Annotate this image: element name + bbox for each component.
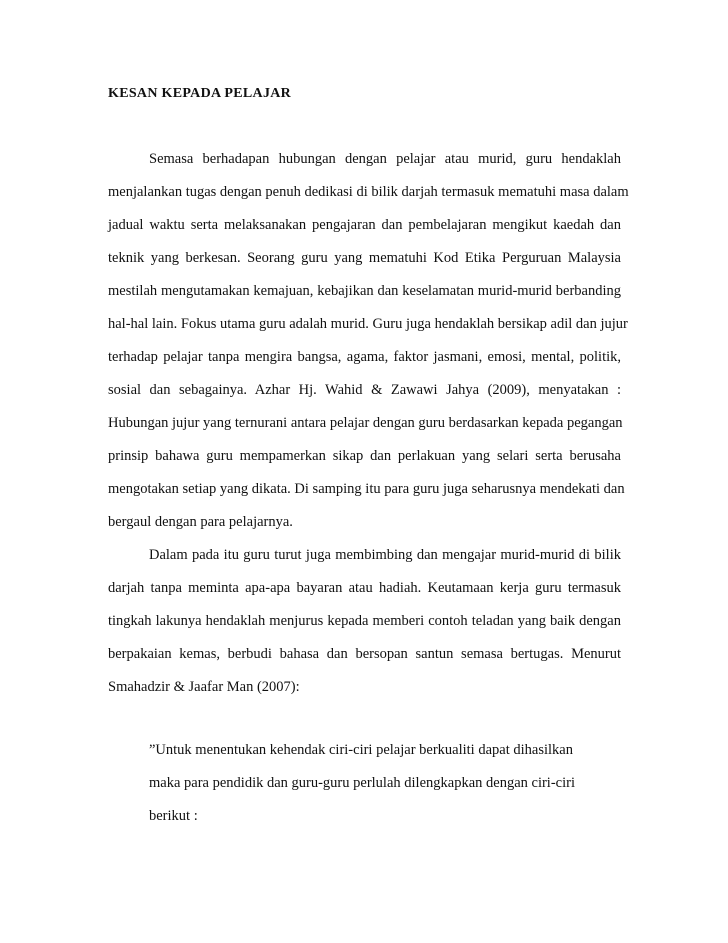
paragraph1-line-12: bergaul dengan para pelajarnya. <box>108 514 293 530</box>
quote-line-1: ”Untuk menentukan kehendak ciri-ciri pelajar berkualiti dapat dihasilkan <box>149 742 573 758</box>
paragraph1-line-7: terhadap pelajar tanpa mengira bangsa, agama, faktor jasmani, emosi, mental, politik, <box>108 349 621 365</box>
paragraph1-line-6: hal-hal lain. Fokus utama guru adalah murid. Guru juga hendaklah bersikap adil dan jujur <box>108 316 628 332</box>
paragraph1-line-10: prinsip bahawa guru mempamerkan sikap dan perlakuan yang selari serta berusaha <box>108 448 621 464</box>
paragraph1-line-1: Semasa berhadapan hubungan dengan pelajar atau murid, guru hendaklah <box>149 151 621 167</box>
quote-line-2: maka para pendidik dan guru-guru perlulah dilengkapkan dengan ciri-ciri <box>149 775 575 791</box>
paragraph1-line-8: sosial dan sebagainya. Azhar Hj. Wahid & Zawawi Jahya (2009), menyatakan : <box>108 382 621 398</box>
paragraph2-line-3: tingkah lakunya hendaklah menjurus kepada memberi contoh teladan yang baik dengan <box>108 613 621 629</box>
paragraph1-line-3: jadual waktu serta melaksanakan pengajaran dan pembelajaran mengikut kaedah dan <box>108 217 621 233</box>
paragraph2-line-1: Dalam pada itu guru turut juga membimbing dan mengajar murid-murid di bilik <box>149 547 621 563</box>
paragraph1-line-9: Hubungan jujur yang ternurani antara pelajar dengan guru berdasarkan kepada pegangan <box>108 415 623 431</box>
paragraph2-line-4: berpakaian kemas, berbudi bahasa dan bersopan santun semasa bertugas. Menurut <box>108 646 621 662</box>
paragraph2-line-5: Smahadzir & Jaafar Man (2007): <box>108 679 300 695</box>
paragraph1-line-11: mengotakan setiap yang dikata. Di samping itu para guru juga seharusnya mendekati dan <box>108 481 625 497</box>
paragraph1-line-5: mestilah mengutamakan kemajuan, kebajikan dan keselamatan murid-murid berbanding <box>108 283 621 299</box>
paragraph1-line-2: menjalankan tugas dengan penuh dedikasi di bilik darjah termasuk mematuhi masa dalam <box>108 184 629 200</box>
paragraph2-line-2: darjah tanpa meminta apa-apa bayaran atau hadiah. Keutamaan kerja guru termasuk <box>108 580 621 596</box>
section-heading: KESAN KEPADA PELAJAR <box>108 86 292 101</box>
paragraph1-line-4: teknik yang berkesan. Seorang guru yang mematuhi Kod Etika Perguruan Malaysia <box>108 250 621 266</box>
quote-line-3: berikut : <box>149 808 198 824</box>
